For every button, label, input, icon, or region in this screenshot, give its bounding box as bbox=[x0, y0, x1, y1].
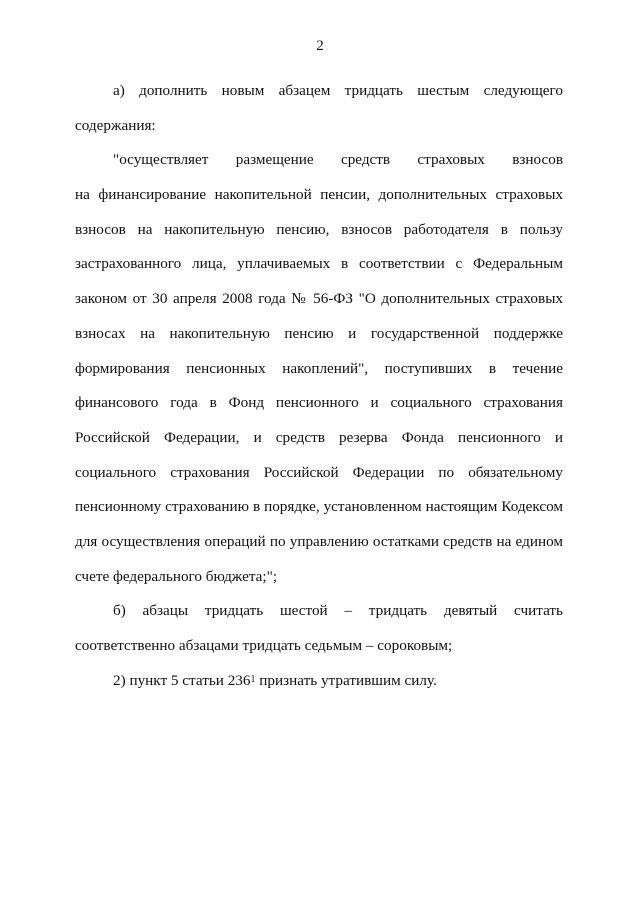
quote-line-1: "осуществляет размещение средств страховых взносов bbox=[113, 151, 563, 169]
quote-line-7: формирования пенсионных накоплений", поступивших в течение bbox=[75, 359, 563, 377]
quote-line-9: Российской Федерации, и средств резерва Фонда пенсионного и bbox=[75, 428, 563, 446]
quote-line-12: для осуществления операций по управлению остатками средств на едином bbox=[75, 532, 563, 550]
quote-line-13: счете федерального бюджета;"; bbox=[75, 567, 278, 585]
paragraph-b-line-1: б) абзацы тридцать шестой – тридцать девятый считать bbox=[113, 602, 563, 620]
page-number: 2 bbox=[316, 38, 324, 54]
quote-line-3: взносов на накопительную пенсию, взносов работодателя в пользу bbox=[75, 220, 563, 238]
paragraph-a-line-2: содержания: bbox=[75, 116, 156, 134]
quote-line-2: на финансирование накопительной пенсии, дополнительных страховых bbox=[75, 186, 563, 204]
quote-line-6: взносах на накопительную пенсию и государственной поддержке bbox=[75, 324, 563, 342]
paragraph-2-text-end: признать утратившим силу. bbox=[255, 671, 437, 689]
paragraph-a-line-1: а) дополнить новым абзацем тридцать шестым следующего bbox=[113, 82, 563, 99]
quote-line-8: финансового года в Фонд пенсионного и социального страхования bbox=[75, 394, 563, 412]
document-body bbox=[75, 74, 563, 698]
paragraph-2 bbox=[75, 664, 563, 699]
quote-line-4: застрахованного лица, уплачиваемых в соответствии с Федеральным bbox=[75, 255, 563, 273]
article-superscript: 1 bbox=[250, 673, 256, 685]
paragraph-b-line-2: соответственно абзацами тридцать седьмым – сороковым; bbox=[75, 637, 453, 654]
quote-line-10: социального страхования Российской Федерации по обязательному bbox=[75, 463, 563, 481]
quote-line-11: пенсионному страхованию в порядке, установленном настоящим Кодексом bbox=[75, 498, 563, 516]
quote-line-5: законом от 30 апреля 2008 года № 56-ФЗ "О дополнительных страховых bbox=[75, 290, 563, 308]
paragraph-2-text: 2) пункт 5 статьи 236 bbox=[113, 671, 251, 689]
